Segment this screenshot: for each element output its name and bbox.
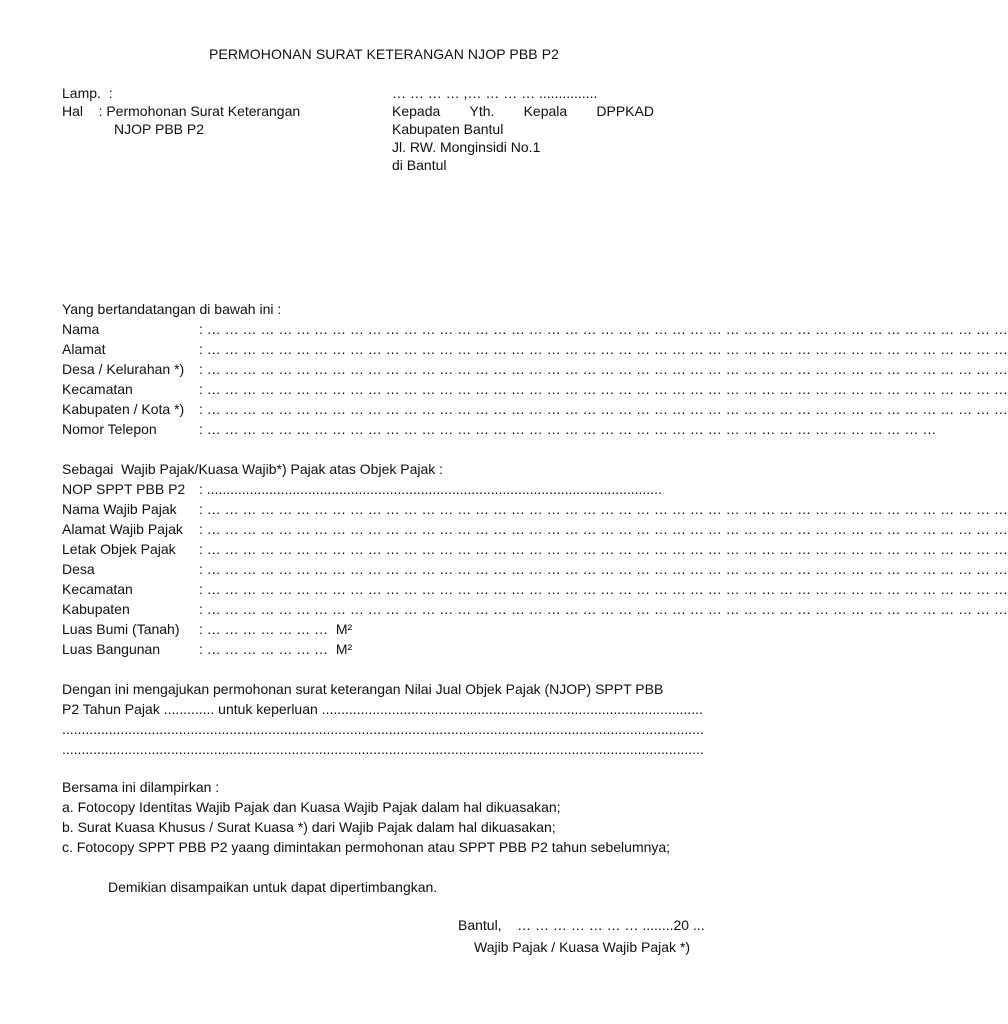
recipient-yth: Yth. <box>469 103 495 119</box>
field-label-kecamatan: Kecamatan <box>62 381 133 397</box>
attachment-item: a. Fotocopy Identitas Wajib Pajak dan Kuasa Wajib Pajak dalam hal dikuasakan; <box>62 799 561 815</box>
attachments-intro: Bersama ini dilampirkan : <box>62 779 220 795</box>
request-line2: P2 Tahun Pajak ............. untuk keperluan .................................................................................................. <box>62 701 703 717</box>
field-value-luas-bumi: : … … … … … … … M² <box>199 621 353 637</box>
field-value-kecamatan-objek: : … … … … … … … … … … … … … … … … … … … … … … … … … … … … … … … … … … … … … … … … … … … … … <box>199 581 1008 597</box>
closing-sentence: Demikian disampaikan untuk dapat dipertimbangkan. <box>108 879 438 895</box>
recipient-kepada: Kepada <box>392 103 441 119</box>
signoff-signer: Wajib Pajak / Kuasa Wajib Pajak *) <box>474 939 691 955</box>
field-value-letak-objek-pajak: : … … … … … … … … … … … … … … … … … … … … … … … … … … … … … … … … … … … … … … … … … … … … … <box>199 541 1008 557</box>
attachment-item: b. Surat Kuasa Khusus / Surat Kuasa *) dari Wajib Pajak dalam hal dikuasakan; <box>62 819 556 835</box>
field-label-letak-objek-pajak: Letak Objek Pajak <box>62 541 176 557</box>
field-value-desa-kelurahan: : … … … … … … … … … … … … … … … … … … … … … … … … … … … … … … … … … … … … … … … … … … … … … <box>199 361 1008 377</box>
field-label-nop: NOP SPPT PBB P2 <box>62 481 186 497</box>
field-value-nomor-telepon: : … … … … … … … … … … … … … … … … … … … … … … … … … … … … … … … … … … … … … … … … … <box>199 421 937 437</box>
document-title: PERMOHONAN SURAT KETERANGAN NJOP PBB P2 <box>208 46 560 62</box>
request-line4: ..................................................................................................................................................................... <box>62 741 704 757</box>
attachment-item: c. Fotocopy SPPT PBB P2 yaang dimintakan permohonan atau SPPT PBB P2 tahun sebelumnya; <box>62 839 671 855</box>
recipient-line3: Jl. RW. Monginsidi No.1 <box>392 139 541 155</box>
request-line3: ..................................................................................................................................................................... <box>62 721 704 737</box>
hal-subject: Hal : Permohonan Surat Keterangan <box>62 103 301 119</box>
section2-intro: Sebagai Wajib Pajak/Kuasa Wajib*) Pajak atas Objek Pajak : <box>62 461 444 477</box>
field-value-nama: : … … … … … … … … … … … … … … … … … … … … … … … … … … … … … … … … … … … … … … … … … … … … … <box>199 321 1008 337</box>
hal-subject-line2: NJOP PBB P2 <box>114 121 205 137</box>
field-label-nomor-telepon: Nomor Telepon <box>62 421 157 437</box>
field-label-desa: Desa <box>62 561 95 577</box>
field-value-kabupaten: : … … … … … … … … … … … … … … … … … … … … … … … … … … … … … … … … … … … … … … … … … … … … … <box>199 601 1008 617</box>
signoff-place-date: Bantul, … … … … … … … ........20 ... <box>458 917 705 933</box>
field-value-kecamatan: : … … … … … … … … … … … … … … … … … … … … … … … … … … … … … … … … … … … … … … … … … … … … … <box>199 381 1008 397</box>
field-value-luas-bangunan: : … … … … … … … M² <box>199 641 353 657</box>
field-label-kabupaten-kota: Kabupaten / Kota *) <box>62 401 185 417</box>
field-label-kecamatan-objek: Kecamatan <box>62 581 133 597</box>
lampiran-label: Lamp. : <box>62 85 113 101</box>
field-label-luas-bangunan: Luas Bangunan <box>62 641 161 657</box>
field-label-nama-wajib-pajak: Nama Wajib Pajak <box>62 501 177 517</box>
field-label-nama: Nama <box>62 321 100 337</box>
field-value-kabupaten-kota: : … … … … … … … … … … … … … … … … … … … … … … … … … … … … … … … … … … … … … … … … … … … … … <box>199 401 1008 417</box>
section1-intro: Yang bertandatangan di bawah ini : <box>62 301 282 317</box>
field-value-alamat-wajib-pajak: : … … … … … … … … … … … … … … … … … … … … … … … … … … … … … … … … … … … … … … … … … … … … … <box>199 521 1008 537</box>
field-label-desa-kelurahan: Desa / Kelurahan *) <box>62 361 185 377</box>
recipient-line4: di Bantul <box>392 157 447 173</box>
field-value-nama-wajib-pajak: : … … … … … … … … … … … … … … … … … … … … … … … … … … … … … … … … … … … … … … … … … … … … … <box>199 501 1008 517</box>
field-value-desa: : … … … … … … … … … … … … … … … … … … … … … … … … … … … … … … … … … … … … … … … … … … … … … <box>199 561 1008 577</box>
recipient-office: DPPKAD <box>596 103 654 119</box>
recipient-kepala: Kepala <box>523 103 568 119</box>
recipient-line2: Kabupaten Bantul <box>392 121 504 137</box>
place-date-line: … … … … ,… … … … ............... <box>392 85 598 101</box>
field-label-alamat-wajib-pajak: Alamat Wajib Pajak <box>62 521 183 537</box>
field-value-nop: : ..................................................................................................................... <box>199 481 662 497</box>
field-label-kabupaten: Kabupaten <box>62 601 130 617</box>
field-label-alamat: Alamat <box>62 341 106 357</box>
request-line1: Dengan ini mengajukan permohonan surat keterangan Nilai Jual Objek Pajak (NJOP) SPPT PBB <box>62 681 664 697</box>
recipient-line1 <box>392 102 654 120</box>
field-label-luas-bumi: Luas Bumi (Tanah) <box>62 621 180 637</box>
field-value-alamat: : … … … … … … … … … … … … … … … … … … … … … … … … … … … … … … … … … … … … … … … … … … … … … <box>199 341 1008 357</box>
